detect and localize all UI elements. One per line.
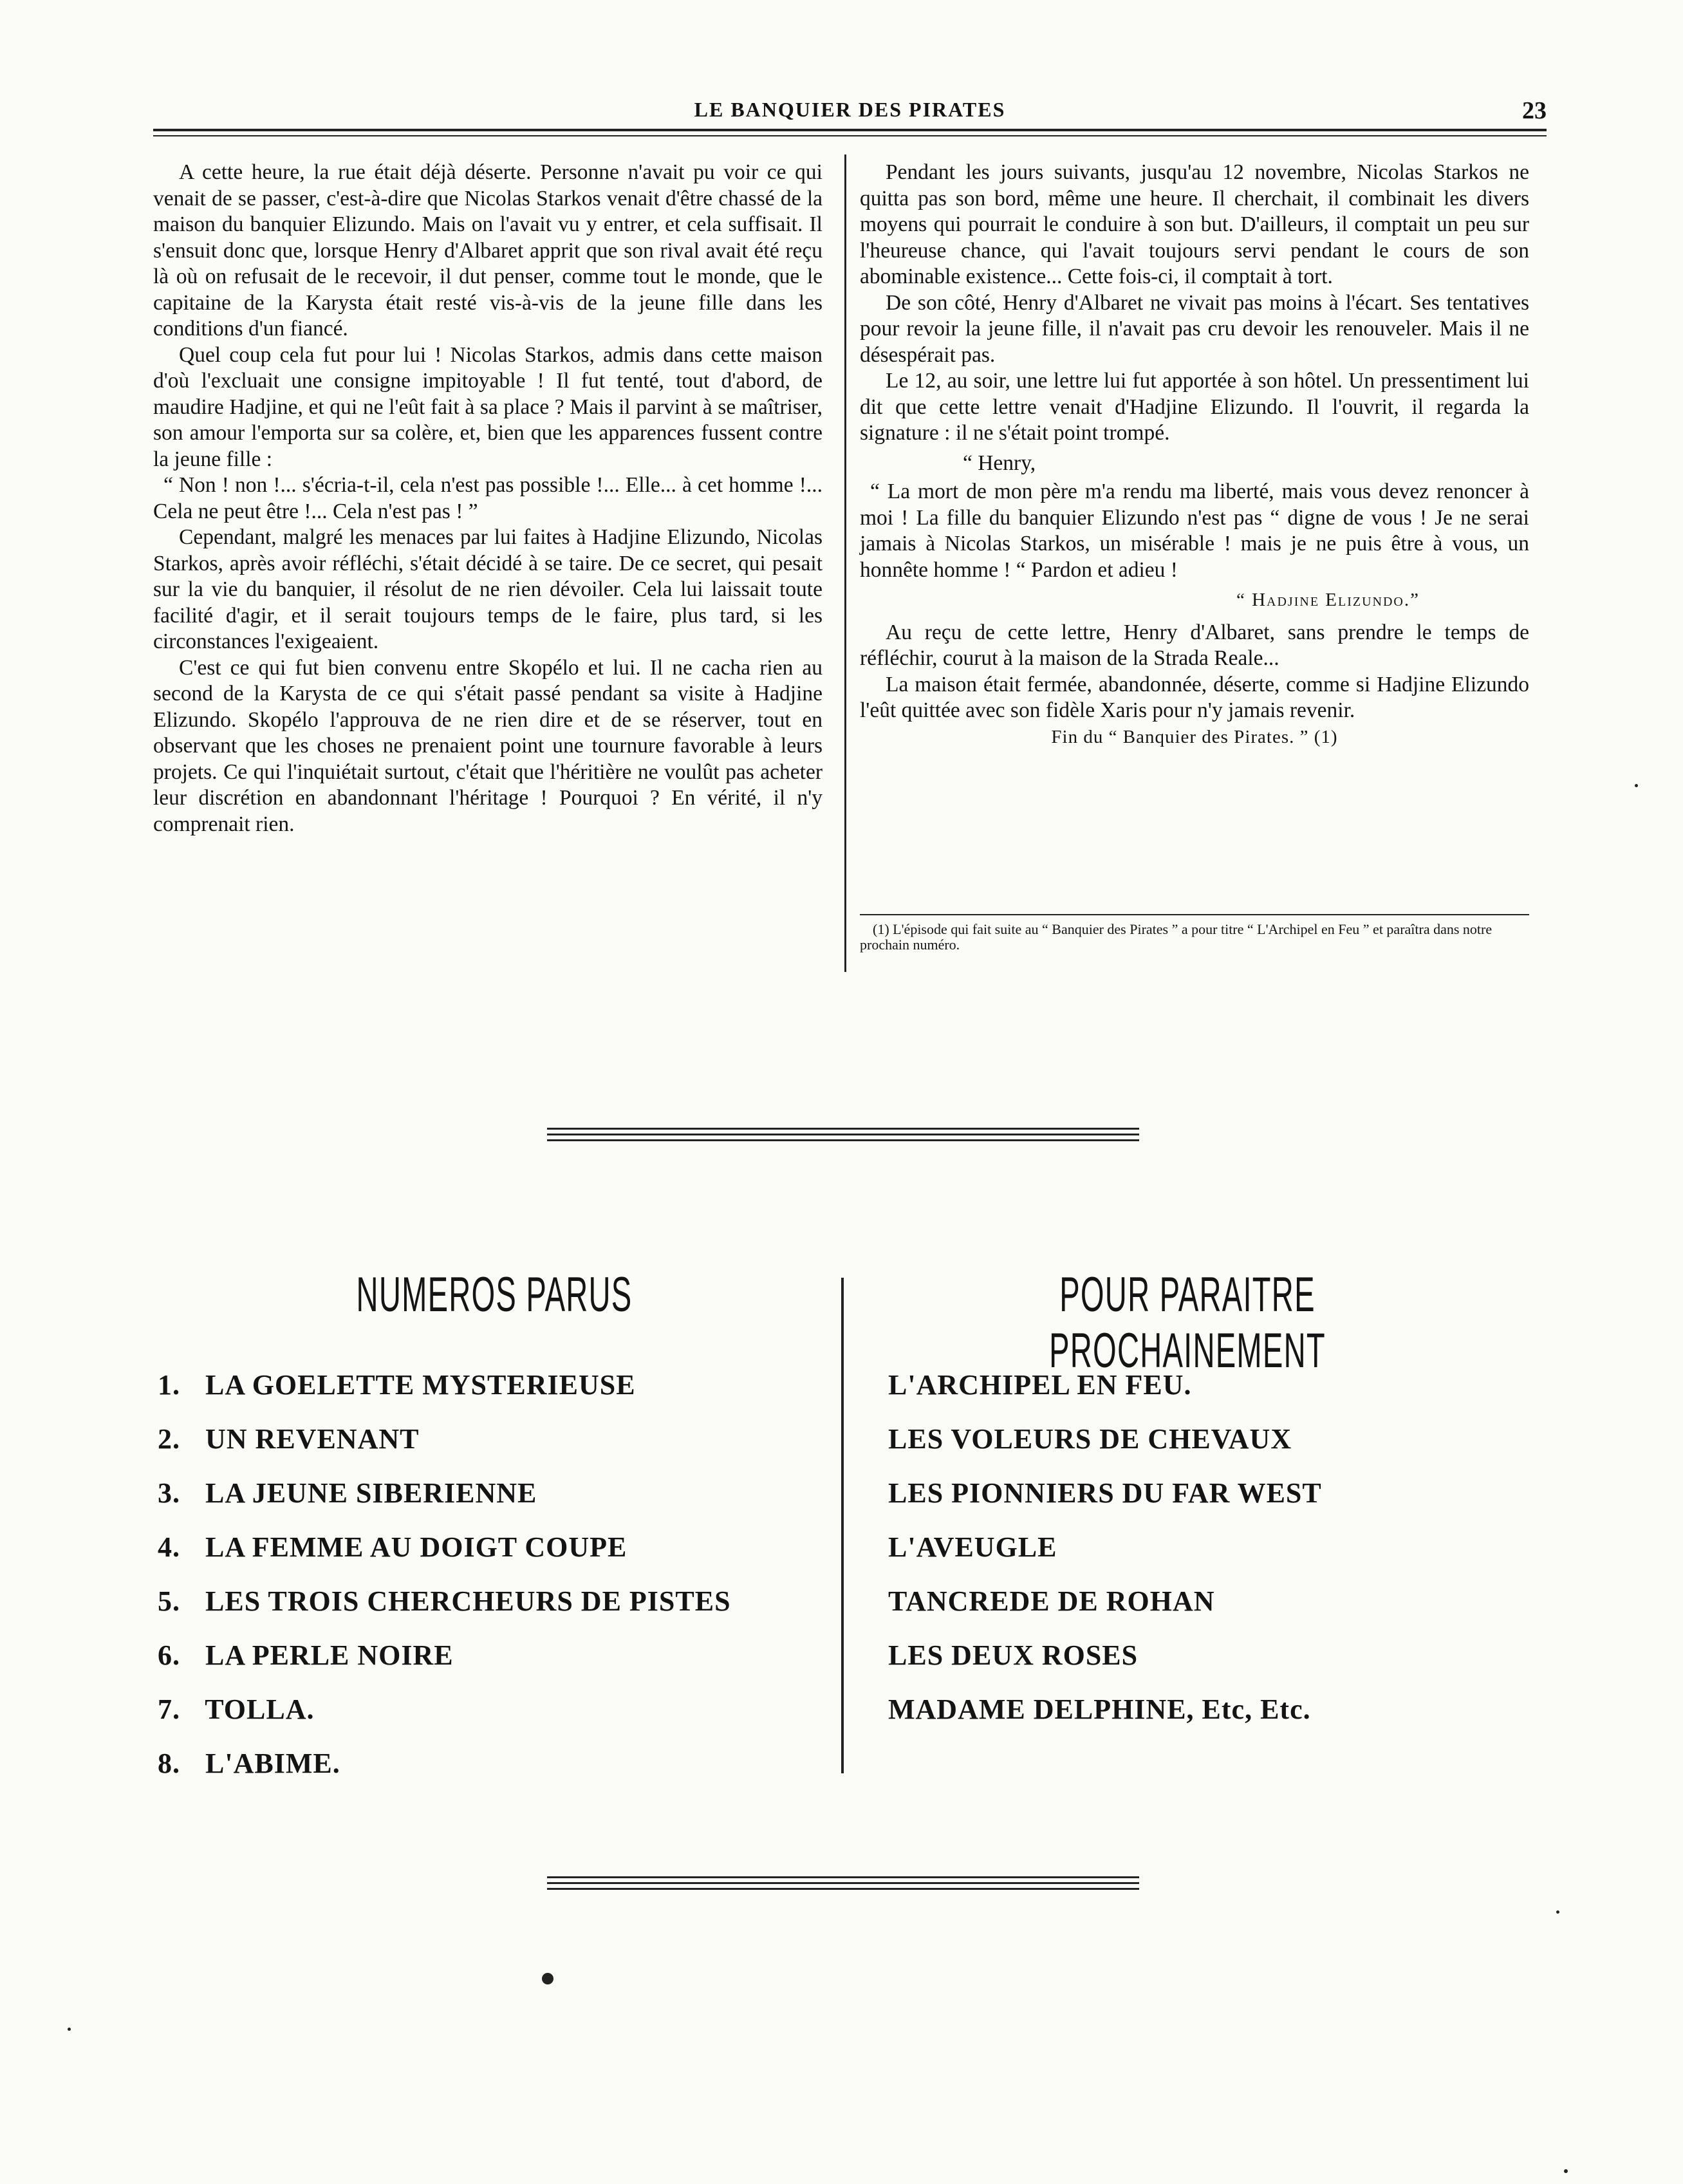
item-title: LA GOELETTE MYSTERIEUSE xyxy=(205,1369,636,1401)
item-title: TOLLA. xyxy=(205,1694,315,1725)
ink-speck xyxy=(1635,784,1638,787)
list-item xyxy=(158,1412,731,1466)
running-title: LE BANQUIER DES PIRATES xyxy=(694,98,1006,121)
paragraph: Pendant les jours suivants, jusqu'au 12 novembre, Nicolas Starkos ne quitta pas son bord, même une heure. Il cherchait, il combinait les divers moyens qui pourrait le conduire à son but. D'ailleurs, il comptait un peu sur l'heureuse chance, qui l'avait toujours servi pendant le cours de son abominable existence... Cette fois-ci, il comptait à tort. xyxy=(860,160,1529,288)
paragraph: Cependant, malgré les menaces par lui faites à Hadjine Elizundo, Nicolas Starkos, après avoir réfléchi, s'était décidé à se taire. De ce secret, qui pesait sur la vie du banquier, il résolut de ne rien dévoiler. Cela lui laissait toute facilité d'agir, et il serait toujours temps de le faire, plus tard, si les circonstances l'exigeaient. xyxy=(153,525,823,653)
column-rule xyxy=(844,154,846,972)
item-number: 4. xyxy=(158,1531,180,1563)
list-item xyxy=(158,1683,731,1737)
ink-speck xyxy=(542,1973,553,1984)
page-number: 23 xyxy=(1522,97,1547,124)
item-title: L'ABIME. xyxy=(205,1748,340,1779)
list-item: MADAME DELPHINE, Etc, Etc. xyxy=(888,1694,1311,1725)
end-of-story-line: Fin du “ Banquier des Pirates. ” (1) xyxy=(1051,726,1338,747)
list-item: LES VOLEURS DE CHEVAUX xyxy=(888,1423,1292,1455)
separator-rule xyxy=(547,1876,1139,1890)
list-item: LES DEUX ROSES xyxy=(888,1639,1139,1671)
list-item: TANCREDE DE ROHAN xyxy=(888,1585,1215,1617)
right-column xyxy=(860,160,1529,750)
lists-divider xyxy=(841,1278,844,1773)
item-title: LA FEMME AU DOIGT COUPE xyxy=(205,1531,628,1563)
paragraph: De son côté, Henry d'Albaret ne vivait pas moins à l'écart. Ses tentatives pour revoir la jeune fille, il n'avait pas cru devoir les renouveler. Mais il ne désespérait pas. xyxy=(860,290,1529,367)
list-item: L'AVEUGLE xyxy=(888,1531,1057,1563)
list-item xyxy=(158,1466,731,1520)
header-rule xyxy=(153,129,1547,131)
item-title: LES TROIS CHERCHEURS DE PISTES xyxy=(205,1585,731,1617)
ink-speck xyxy=(1564,2169,1568,2173)
paragraph: Quel coup cela fut pour lui ! Nicolas Starkos, admis dans cette maison d'où l'excluait une consigne impitoyable ! Il fut tenté, tout d'abord, de maudire Hadjine, et qui ne l'eût fait à sa place ? Mais il parvint à se maîtriser, son amour l'emporta sur sa colère, et, bien que les apparences fussent contre la jeune fille : xyxy=(153,342,823,471)
item-number: 1. xyxy=(158,1369,180,1401)
published-list xyxy=(158,1358,731,1791)
paragraph: La maison était fermée, abandonnée, déserte, comme si Hadjine Elizundo l'eût quittée avec son fidèle Xaris pour n'y jamais revenir. xyxy=(860,672,1529,722)
forthcoming-heading: POUR PARAITRE PROCHAINEMENT xyxy=(1049,1267,1326,1378)
ink-speck xyxy=(1556,1910,1559,1914)
item-title: LA JEUNE SIBERIENNE xyxy=(205,1477,537,1509)
paragraph: “ Non ! non !... s'écria-t-il, cela n'est pas possible !... Elle... à cet homme !... Cela ne peut être !... Cela n'est pas ! ” xyxy=(153,473,823,523)
item-title: UN REVENANT xyxy=(205,1423,420,1455)
letter-body: “ La mort de mon père m'a rendu ma liberté, mais vous devez renoncer à moi ! La fille du banquier Elizundo n'est pas “ digne de vous ! Je ne serai jamais à Nicolas Starkos, un misérable ! mais je ne puis être à vous, un honnête homme ! “ Pardon et adieu ! xyxy=(860,480,1529,582)
list-item xyxy=(158,1629,731,1683)
list-item: L'ARCHIPEL EN FEU. xyxy=(888,1369,1192,1401)
running-head xyxy=(153,95,1547,127)
list-item: LES PIONNIERS DU FAR WEST xyxy=(888,1477,1322,1509)
item-number: 5. xyxy=(158,1585,180,1617)
item-number: 6. xyxy=(158,1639,180,1671)
footnote-rule xyxy=(860,914,1529,915)
left-column xyxy=(153,160,823,837)
list-item xyxy=(158,1520,731,1574)
ink-speck xyxy=(68,2028,71,2031)
letter-signature xyxy=(860,587,1529,613)
list-item xyxy=(158,1574,731,1629)
published-heading: NUMEROS PARUS xyxy=(356,1267,633,1322)
item-title: LA PERLE NOIRE xyxy=(205,1639,454,1671)
item-number: 7. xyxy=(158,1694,180,1725)
footnote: (1) L'épisode qui fait suite au “ Banquier des Pirates ” a pour titre “ L'Archipel en Feu ” et paraîtra dans notre prochain numéro. xyxy=(860,921,1492,953)
paragraph: Au reçu de cette lettre, Henry d'Albaret, sans prendre le temps de réfléchir, courut à la maison de la Strada Reale... xyxy=(860,620,1529,670)
letter-salutation: “ Henry, xyxy=(963,451,1036,475)
paragraph: A cette heure, la rue était déjà déserte. Personne n'avait pu voir ce qui venait de se passer, c'est-à-dire que Nicolas Starkos venait d'être chassé de la maison du banquier Elizundo. Mais on l'avait vu y entrer, et cela suffisait. Il s'ensuit donc que, lorsque Henry d'Albaret apprit que son rival avait été reçu là où on refusait de le recevoir, il dut penser, comme tout le monde, que le capitaine de la Karysta était resté vis-à-vis de la jeune fille dans les conditions d'un fiancé. xyxy=(153,160,823,341)
separator-rule xyxy=(547,1128,1139,1141)
item-number: 3. xyxy=(158,1477,180,1509)
list-item xyxy=(158,1737,731,1791)
list-item xyxy=(158,1358,731,1412)
forthcoming-list xyxy=(888,1358,1322,1737)
paragraph: Le 12, au soir, une lettre lui fut apportée à son hôtel. Un pressentiment lui dit que cette lettre venait d'Hadjine Elizundo. Il l'ouvrit, il regarda la signature : il ne s'était point trompé. xyxy=(860,369,1529,445)
paragraph: C'est ce qui fut bien convenu entre Skopélo et lui. Il ne cacha rien au second de la Karysta de ce qui s'était passé pendant sa visite à Hadjine Elizundo. Skopélo l'approuva de ne rien dire et de se réserver, tout en observant que les choses ne prenaient point une tournure favorable à leurs projets. Ce qui l'inquiétait surtout, c'était que l'héritière ne voulût pas acheter leur discrétion en abandonnant l'héritage ! Pourquoi ? En vérité, il n'y comprenait rien. xyxy=(153,655,823,836)
letter-signature-text: “ Hadjine Elizundo.” xyxy=(1236,590,1420,610)
item-number: 2. xyxy=(158,1423,180,1455)
header-rule xyxy=(153,135,1547,136)
item-number: 8. xyxy=(158,1748,180,1779)
